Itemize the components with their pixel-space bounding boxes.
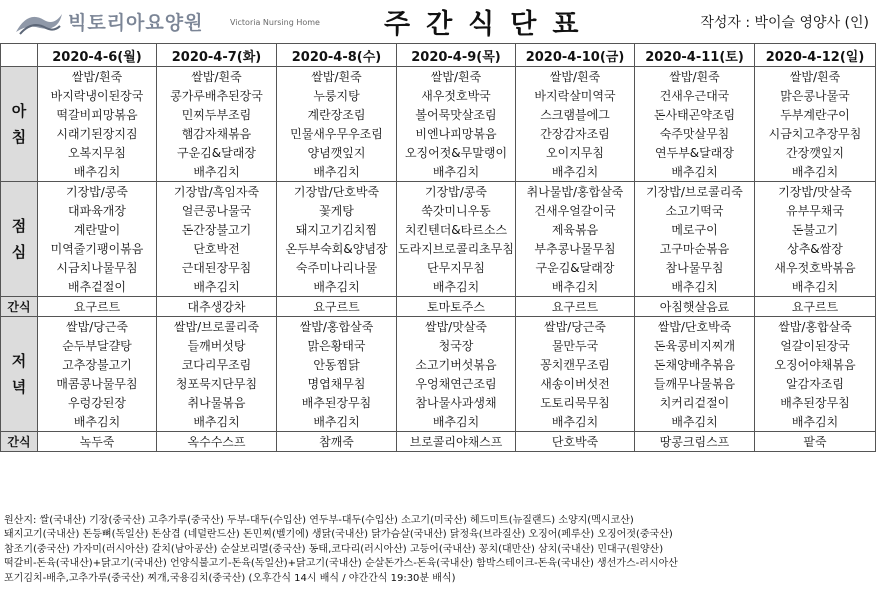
menu-item: 소고기떡국 <box>635 201 755 220</box>
menu-item: 쌀밥/흰죽 <box>397 67 516 87</box>
menu-item: 건새우근대국 <box>635 86 755 105</box>
menu-item: 치킨텐더&타르소스 <box>397 220 516 239</box>
menu-item: 단호박전 <box>157 239 277 258</box>
menu-item: 청포묵지단무침 <box>157 374 277 393</box>
menu-item: 배추김치 <box>397 412 516 432</box>
menu-item: 근대된장무침 <box>157 258 277 277</box>
menu-item: 꽁치캔무조림 <box>516 355 635 374</box>
menu-item: 배추김치 <box>38 162 157 182</box>
note-line: 떡갈비-돈육(국내산)+닭고기(국내산) 언양식불고기-돈육(독일산)+닭고기(국내산) 순살돈가스-돈육(국내산) 함박스테이크-돈육(국내산) 생선가스-러시아산 <box>4 558 678 570</box>
dinner-label-char: 녁 <box>11 378 27 396</box>
lunch-row <box>1 182 876 202</box>
menu-item: 기장밥/콩죽 <box>397 182 516 202</box>
snack-item: 요구르트 <box>277 297 397 317</box>
date-header: 2020-4-7(화) <box>157 44 277 67</box>
note-line: 원산지: 쌀(국내산) 기장(중국산) 고추가루(중국산) 두부-대두(수입산) 연두부-대두(수입산) 소고기(미국산) 헤드미트(뉴질랜드) 소양지(멕시코산) <box>4 515 634 526</box>
menu-item: 쌀밥/흰죽 <box>38 67 157 87</box>
menu-item: 쌀밥/브로콜리죽 <box>157 317 277 337</box>
breakfast-row <box>1 162 876 182</box>
menu-item: 쌀밥/흰죽 <box>157 67 277 87</box>
menu-item: 취나물밥/홍합살죽 <box>516 182 635 202</box>
snack-item: 옥수수스프 <box>157 432 277 452</box>
snack-item: 요구르트 <box>516 297 635 317</box>
breakfast-row <box>1 143 876 162</box>
lunch-row <box>1 258 876 277</box>
menu-item: 취나물볶음 <box>157 393 277 412</box>
menu-item: 구운김&달래장 <box>516 258 635 277</box>
menu-item: 두부계란구이 <box>755 105 876 124</box>
weekly-menu-table <box>0 43 876 452</box>
menu-item: 배추김치 <box>157 277 277 297</box>
dinner-label-char: 저 <box>11 352 27 370</box>
menu-item: 배추김치 <box>755 412 876 432</box>
date-header: 2020-4-6(월) <box>38 44 157 67</box>
menu-item: 바지락냉이된장국 <box>38 86 157 105</box>
menu-item: 숙주미나리나물 <box>277 258 397 277</box>
lunch-row <box>1 220 876 239</box>
menu-item: 떡갈비피망볶음 <box>38 105 157 124</box>
menu-item: 미역줄기팽이볶음 <box>38 239 157 258</box>
menu-item: 들깨무나물볶음 <box>635 374 755 393</box>
snack-item: 땅콩크림스프 <box>635 432 755 452</box>
afternoon-snack-row <box>1 297 876 317</box>
menu-item: 맑은콩나물국 <box>755 86 876 105</box>
menu-item: 계란말이 <box>38 220 157 239</box>
menu-item: 청국장 <box>397 336 516 355</box>
note-line: 참조기(중국산) 가자미(러시아산) 갈치(남아공산) 순살보리멸(중국산) 동태,코다리(러시아산) 고등어(국내산) 꽁치(대만산) 삼치(국내산) 민대구(원양산) <box>4 543 664 555</box>
menu-item: 대파육개장 <box>38 201 157 220</box>
menu-item: 새우젓호박국 <box>397 86 516 105</box>
menu-item: 민찌두부조림 <box>157 105 277 124</box>
menu-item: 배추김치 <box>397 277 516 297</box>
snack-item: 단호박죽 <box>516 432 635 452</box>
menu-item: 배추김치 <box>635 277 755 297</box>
menu-item: 연두부&달래장 <box>635 143 755 162</box>
menu-item: 배추김치 <box>516 277 635 297</box>
logo-mark-icon <box>14 6 64 36</box>
menu-item: 누룽지탕 <box>277 86 397 105</box>
menu-item: 상추&쌈장 <box>755 239 876 258</box>
page-title: 주간식단표 <box>384 9 595 40</box>
menu-item: 배추김치 <box>755 162 876 182</box>
menu-item: 참나물무침 <box>635 258 755 277</box>
evening-snack-row <box>1 432 876 452</box>
menu-item: 시래기된장지짐 <box>38 124 157 143</box>
menu-item: 배추김치 <box>516 412 635 432</box>
menu-item: 배추김치 <box>157 412 277 432</box>
menu-item: 배추김치 <box>397 162 516 182</box>
lunch-row <box>1 239 876 258</box>
menu-item: 우렁강된장 <box>38 393 157 412</box>
menu-item: 소고기버섯볶음 <box>397 355 516 374</box>
menu-item: 단무지무침 <box>397 258 516 277</box>
menu-item: 순두부달걀탕 <box>38 336 157 355</box>
snack-item: 녹두죽 <box>38 432 157 452</box>
menu-item: 양념깻잎지 <box>277 143 397 162</box>
dinner-row <box>1 355 876 374</box>
menu-item: 얼큰콩나물국 <box>157 201 277 220</box>
date-header: 2020-4-10(금) <box>516 44 635 67</box>
menu-item: 햄감자채볶음 <box>157 124 277 143</box>
menu-item: 쑥갓미니우동 <box>397 201 516 220</box>
menu-item: 쌀밥/당근죽 <box>38 317 157 337</box>
menu-item: 참나물사과생채 <box>397 393 516 412</box>
menu-item: 물만두국 <box>516 336 635 355</box>
menu-item: 매콤콩나물무침 <box>38 374 157 393</box>
menu-item: 고추장불고기 <box>38 355 157 374</box>
menu-item: 돈사태곤약조림 <box>635 105 755 124</box>
menu-item: 배추김치 <box>635 412 755 432</box>
date-header-sunday: 2020-4-12(일) <box>755 44 876 67</box>
breakfast-label <box>1 67 38 182</box>
menu-item: 부추콩나물무침 <box>516 239 635 258</box>
menu-item: 유부무채국 <box>755 201 876 220</box>
snack-item: 요구르트 <box>38 297 157 317</box>
menu-item: 코다리무조림 <box>157 355 277 374</box>
menu-item: 시금치나물무침 <box>38 258 157 277</box>
snack-item: 참깨죽 <box>277 432 397 452</box>
author-line: 작성자 : 박이슬 영양사 (인) <box>700 15 869 31</box>
lunch-label-char: 점 <box>11 217 27 235</box>
menu-item: 새송이버섯전 <box>516 374 635 393</box>
menu-item: 오이지무침 <box>516 143 635 162</box>
menu-item: 배추김치 <box>755 277 876 297</box>
menu-item: 볼어묵맛살조림 <box>397 105 516 124</box>
menu-item: 배추된장무침 <box>277 393 397 412</box>
menu-item: 안동찜닭 <box>277 355 397 374</box>
menu-item: 구운김&달래장 <box>157 143 277 162</box>
menu-item: 기장밥/브로콜리죽 <box>635 182 755 202</box>
logo-subtitle: Victoria Nursing Home <box>230 18 320 27</box>
menu-item: 배추겉절이 <box>38 277 157 297</box>
menu-item: 스크램블에그 <box>516 105 635 124</box>
date-header-saturday: 2020-4-11(토) <box>635 44 755 67</box>
menu-item: 쌀밥/흰죽 <box>516 67 635 87</box>
menu-item: 기장밥/콩죽 <box>38 182 157 202</box>
menu-item: 오복지무침 <box>38 143 157 162</box>
dinner-row <box>1 393 876 412</box>
date-header: 2020-4-8(수) <box>277 44 397 67</box>
menu-item: 쌀밥/당근죽 <box>516 317 635 337</box>
snack-item: 대추생강차 <box>157 297 277 317</box>
dinner-label <box>1 317 38 432</box>
dinner-row <box>1 336 876 355</box>
note-line: 포기김치-배추,고추가루(중국산) 찌개,국용김치(중국산) (오후간식 14시 배식 / 야간간식 19:30분 배식) <box>4 572 456 584</box>
menu-item: 계란장조림 <box>277 105 397 124</box>
menu-item: 배추김치 <box>516 162 635 182</box>
menu-item: 쌀밥/흰죽 <box>277 67 397 87</box>
breakfast-label-char: 침 <box>11 128 27 146</box>
menu-item: 돈간장불고기 <box>157 220 277 239</box>
evening-snack-label: 간식 <box>1 432 38 452</box>
snack-item: 토마토주스 <box>397 297 516 317</box>
menu-item: 온두부숙회&양념장 <box>277 239 397 258</box>
menu-item: 우엉채연근조림 <box>397 374 516 393</box>
date-header: 2020-4-9(목) <box>397 44 516 67</box>
menu-item: 오징어젓&무말랭이 <box>397 143 516 162</box>
snack-item: 팥죽 <box>755 432 876 452</box>
menu-item: 비엔나피망볶음 <box>397 124 516 143</box>
menu-item: 바지락살미역국 <box>516 86 635 105</box>
menu-item: 돼지고기김치찜 <box>277 220 397 239</box>
menu-item: 배추김치 <box>635 162 755 182</box>
menu-item: 기장밥/맛살죽 <box>755 182 876 202</box>
menu-item: 쌀밥/흰죽 <box>755 67 876 87</box>
date-header-row <box>1 44 876 67</box>
snack-item: 요구르트 <box>755 297 876 317</box>
menu-item: 오징어야채볶음 <box>755 355 876 374</box>
menu-item: 배추김치 <box>38 412 157 432</box>
dinner-row <box>1 317 876 337</box>
menu-item: 기장밥/단호박죽 <box>277 182 397 202</box>
menu-item: 맑은황태국 <box>277 336 397 355</box>
menu-item: 들깨버섯탕 <box>157 336 277 355</box>
lunch-label-char: 심 <box>11 243 27 261</box>
menu-item: 민물새우무우조림 <box>277 124 397 143</box>
page-header <box>0 0 877 42</box>
menu-item: 얼갈이된장국 <box>755 336 876 355</box>
menu-item: 간장깻잎지 <box>755 143 876 162</box>
menu-item: 배추김치 <box>277 277 397 297</box>
logo <box>14 6 354 36</box>
breakfast-row <box>1 86 876 105</box>
lunch-row <box>1 201 876 220</box>
menu-item: 명엽채무침 <box>277 374 397 393</box>
breakfast-row <box>1 67 876 87</box>
menu-item: 간장감자조림 <box>516 124 635 143</box>
origin-notes <box>4 514 872 586</box>
breakfast-row <box>1 105 876 124</box>
dinner-row <box>1 374 876 393</box>
menu-item: 쌀밥/단호박죽 <box>635 317 755 337</box>
menu-item: 숙주맛살무침 <box>635 124 755 143</box>
lunch-label <box>1 182 38 297</box>
menu-item: 건새우얼갈이국 <box>516 201 635 220</box>
afternoon-snack-label: 간식 <box>1 297 38 317</box>
menu-item: 쌀밥/맛살죽 <box>397 317 516 337</box>
breakfast-label-char: 아 <box>11 102 27 120</box>
menu-item: 고구마순볶음 <box>635 239 755 258</box>
menu-item: 배추김치 <box>277 162 397 182</box>
snack-item: 브로콜리야채스프 <box>397 432 516 452</box>
menu-item: 제육볶음 <box>516 220 635 239</box>
menu-item: 메로구이 <box>635 220 755 239</box>
menu-item: 꽃게탕 <box>277 201 397 220</box>
menu-item: 쌀밥/홍합살죽 <box>755 317 876 337</box>
menu-item: 돈불고기 <box>755 220 876 239</box>
menu-item: 새우젓호박볶음 <box>755 258 876 277</box>
logo-name: 빅토리아요양원 <box>68 12 204 34</box>
menu-item: 시금치고추장무침 <box>755 124 876 143</box>
corner-cell <box>1 44 38 67</box>
menu-item: 배추김치 <box>157 162 277 182</box>
menu-item: 쌀밥/흰죽 <box>635 67 755 87</box>
menu-item: 배추김치 <box>277 412 397 432</box>
menu-item: 쌀밥/홍합살죽 <box>277 317 397 337</box>
menu-item: 도라지브로콜리초무침 <box>397 239 516 258</box>
menu-item: 도토리묵무침 <box>516 393 635 412</box>
menu-item: 기장밥/흑임자죽 <box>157 182 277 202</box>
menu-item: 돈육콩비지찌개 <box>635 336 755 355</box>
menu-item: 치커리겉절이 <box>635 393 755 412</box>
breakfast-row <box>1 124 876 143</box>
dinner-row <box>1 412 876 432</box>
note-line: 돼지고기(국내산) 돈등뼈(독일산) 돈삼겹 (네덜란드산) 돈민찌(벨기에) 생닭(국내산) 닭가슴살(국내산) 닭정육(브라질산) 오징어(페루산) 오징어젓(중국산) <box>4 529 673 541</box>
menu-item: 돈채양배추볶음 <box>635 355 755 374</box>
menu-item: 알감자조림 <box>755 374 876 393</box>
menu-item: 배추된장무침 <box>755 393 876 412</box>
snack-item: 아침햇살음료 <box>635 297 755 317</box>
menu-item: 콩가루배추된장국 <box>157 86 277 105</box>
lunch-row <box>1 277 876 297</box>
